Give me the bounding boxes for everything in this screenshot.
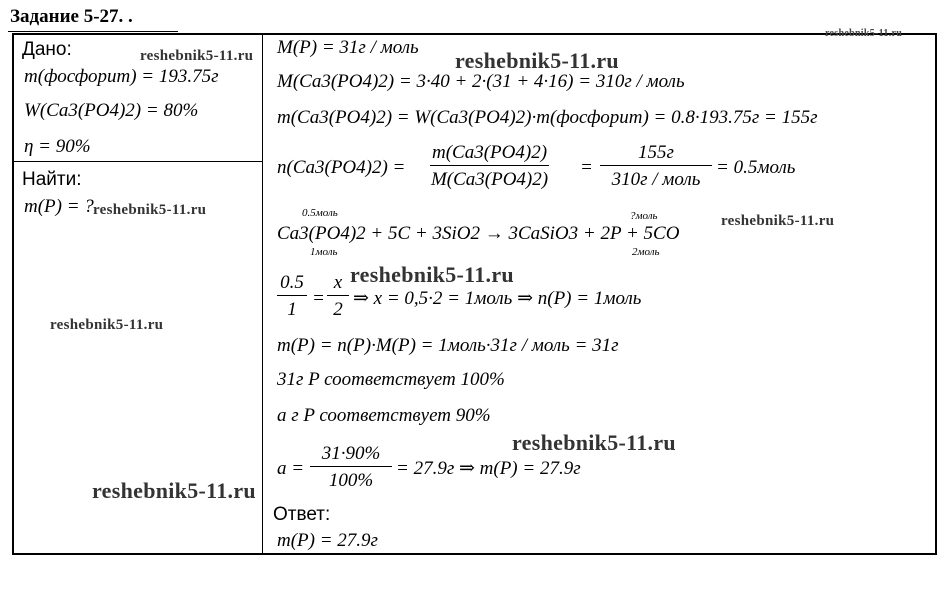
reaction-below-reactant: 1моль [310,246,338,258]
correspondence-100: 31г P соответствует 100% [277,369,505,390]
watermark: reshebnik5-11.ru [93,202,207,218]
given-mass-fraction: W(Ca3(PO4)2) = 80% [24,100,199,121]
title-underline [8,31,178,32]
a-label: a = [277,458,305,479]
proportion-fraction-2 [327,273,349,319]
watermark: reshebnik5-11.ru [825,28,903,39]
given-yield: η = 90% [24,136,91,157]
proportion-equals: = [312,288,325,309]
moles-equals: = [580,157,593,178]
proportion-numerator-1: 0.5 [277,273,307,296]
moles-result: = 0.5моль [716,157,796,178]
moles-numerator-value: 155г [600,143,712,166]
proportion-fraction-1 [277,273,307,319]
watermark: reshebnik5-11.ru [455,48,619,73]
moles-denominator-value: 310г / моль [611,169,701,190]
reaction-above-product: ?моль [630,210,658,222]
proportion-denominator-2: 2 [333,299,343,320]
column-divider [262,33,263,555]
moles-denominator: M(Ca3(PO4)2) [430,169,549,190]
reaction-above-reactant: 0.5моль [302,207,338,219]
a-fraction [310,444,392,490]
molar-mass-p: M(P) = 31г / моль [277,37,419,58]
watermark: reshebnik5-11.ru [350,262,514,287]
given-heading: Дано: [22,39,72,60]
moles-numerator: m(Ca3(PO4)2) [430,143,549,166]
proportion-solution: ⇒ x = 0,5·2 = 1моль ⇒ n(P) = 1моль [353,288,642,309]
mass-ca3po42: m(Ca3(PO4)2) = W(Ca3(PO4)2)·m(фосфорит) = 0.8·193.75г = 155г [277,107,818,128]
watermark: reshebnik5-11.ru [512,430,676,455]
a-denominator: 100% [328,470,374,491]
watermark: reshebnik5-11.ru [721,213,835,229]
task-title: Задание 5-27. . [10,6,133,27]
proportion-denominator-1: 1 [287,299,297,320]
find-mass-p: m(P) = ? [24,196,94,217]
a-result: = 27.9г ⇒ m(P) = 27.9г [396,458,581,479]
reaction-equation: Ca3(PO4)2 + 5C + 3SiO2 → 3CaSiO3 + 2P + 5CO [277,223,680,244]
given-mass-phosphorite: m(фосфорит) = 193.75г [24,66,219,87]
watermark: reshebnik5-11.ru [92,478,256,503]
find-heading: Найти: [22,169,82,190]
moles-fraction-formula [430,143,549,189]
molar-mass-ca3po42: M(Ca3(PO4)2) = 3·40 + 2·(31 + 4·16) = 310г / моль [277,71,685,92]
mass-p-theoretical: m(P) = n(P)·M(P) = 1моль·31г / моль = 31г [277,335,619,356]
a-numerator: 31·90% [310,444,392,467]
correspondence-90: a г P соответствует 90% [277,405,491,426]
moles-fraction-values [600,143,712,189]
proportion-numerator-2: x [327,273,349,296]
answer-value: m(P) = 27.9г [277,530,378,551]
reaction-below-product: 2моль [632,246,660,258]
watermark: reshebnik5-11.ru [50,317,164,333]
watermark: reshebnik5-11.ru [140,48,254,64]
given-find-divider [12,161,262,162]
answer-label: Ответ: [273,504,331,525]
moles-label: n(Ca3(PO4)2) = [277,157,406,178]
